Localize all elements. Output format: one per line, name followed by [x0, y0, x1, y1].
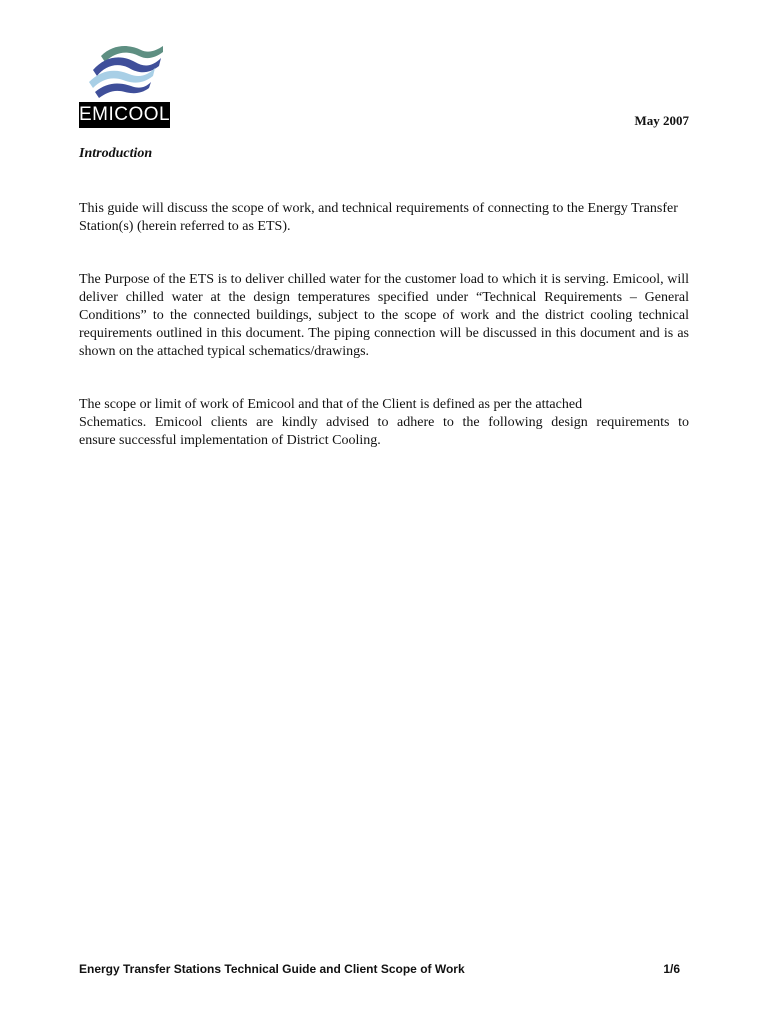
logo-wordmark: EMICOOL [79, 102, 170, 128]
section-heading: Introduction [79, 146, 153, 161]
footer-document-title: Energy Transfer Stations Technical Guide and Client Scope of Work [79, 962, 465, 976]
footer-page-number: 1/6 [663, 962, 680, 976]
paragraph-scope-limit [79, 396, 689, 450]
paragraph-scope-line: The scope or limit of work of Emicool and that of the Client is defined as per the attached [79, 397, 583, 412]
emicool-logo [79, 42, 171, 128]
paragraph-ets-purpose: The Purpose of the ETS is to deliver chilled water for the customer load to which it is serving. Emicool, will deliver chilled water at the design temperatures specified under “Technical Requirements – General Conditions” to the connected buildings, subject to the scope of work and the district cooling technical requirements outlined in this document. The piping connection will be discussed in this document and is as shown on the attached typical schematics/drawings. [79, 272, 689, 359]
wave-logo-icon [87, 42, 167, 100]
paragraph-scope-line: ensure successful implementation of District Cooling. [79, 433, 381, 448]
paragraph-guide-scope: This guide will discuss the scope of work, and technical requirements of connecting to the Energy Transfer Station(s) (herein referred to as ETS). [79, 201, 678, 234]
document-date: May 2007 [634, 113, 689, 128]
paragraph-scope-line: Schematics. Emicool clients are kindly advised to adhere to the following design requirements to [79, 415, 689, 430]
